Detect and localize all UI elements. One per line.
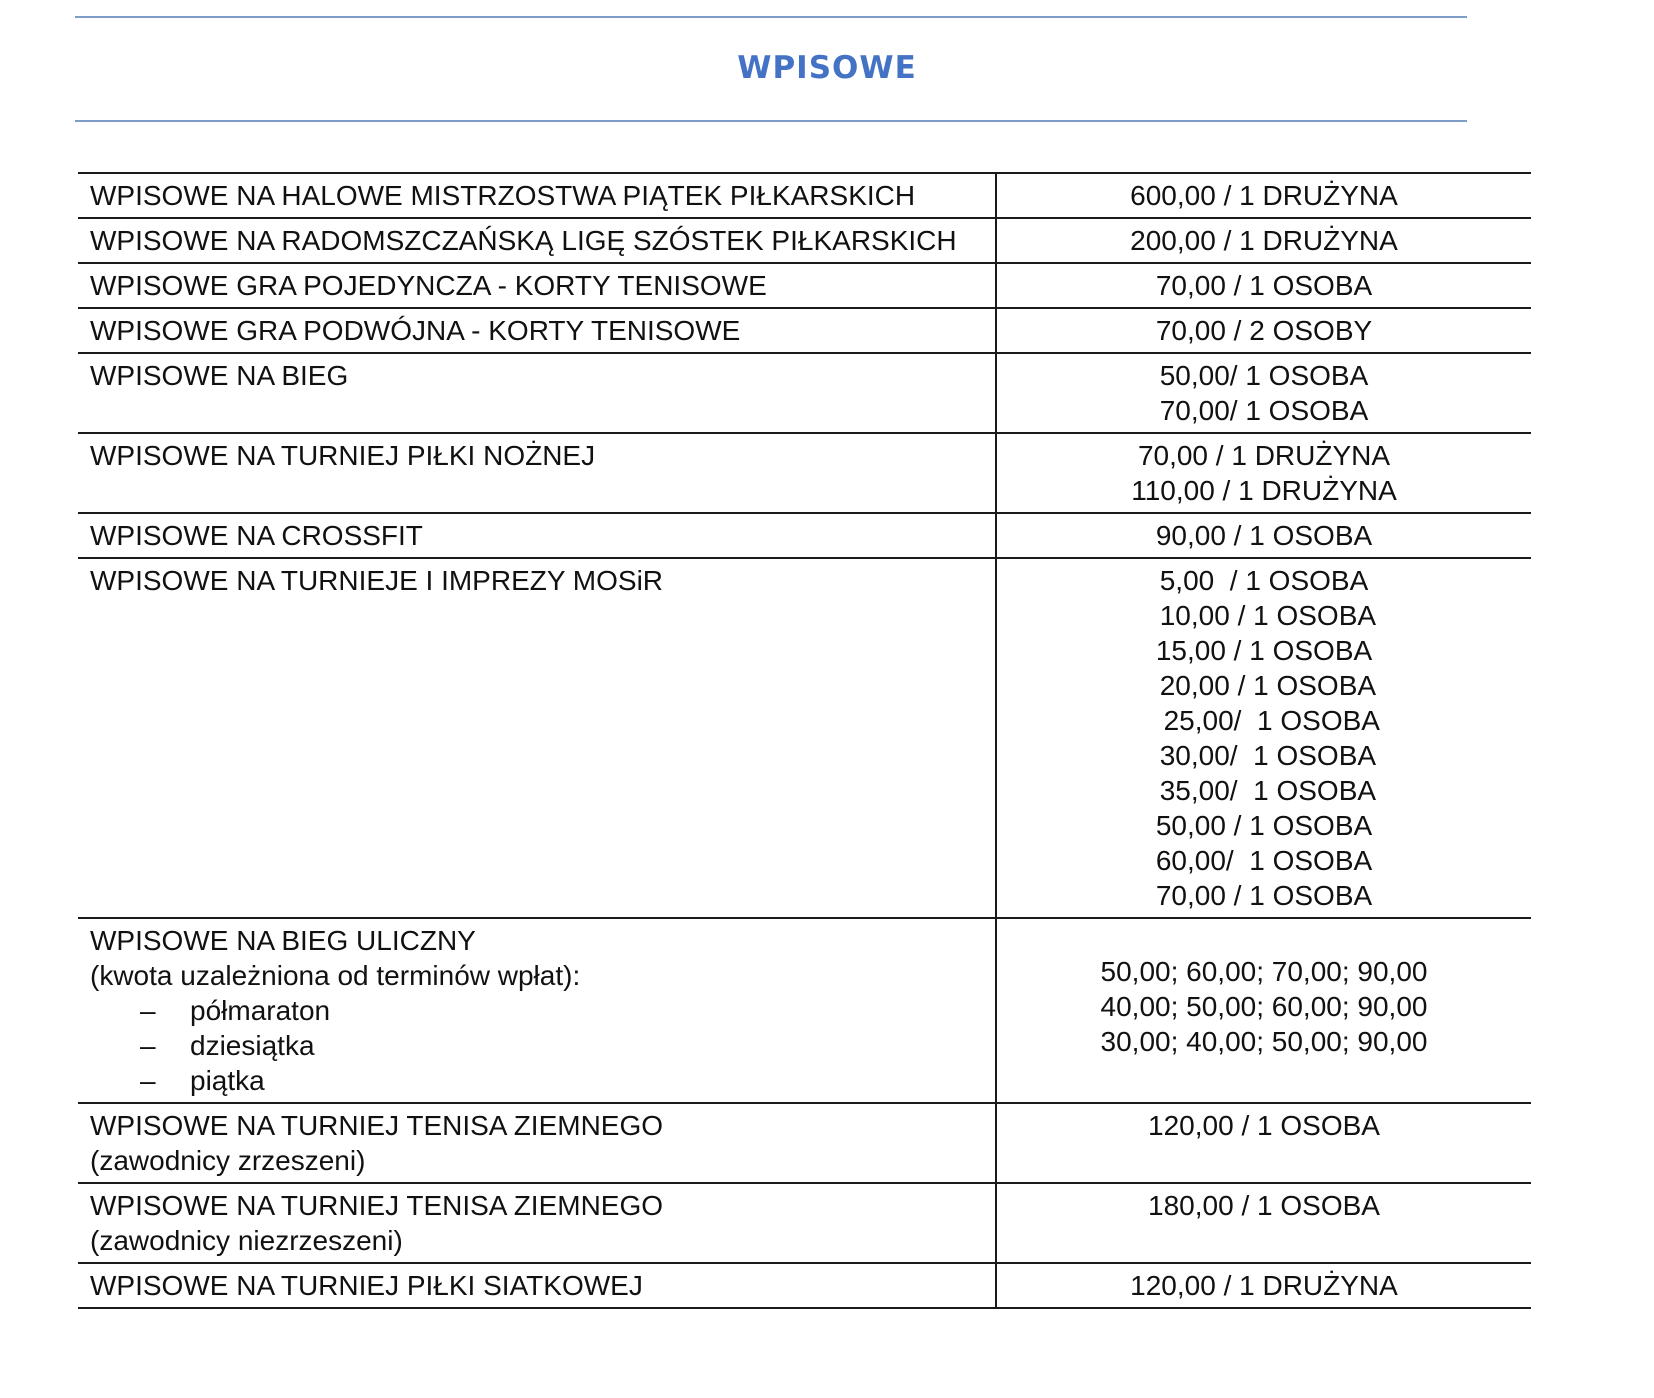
fee-price-cell bbox=[996, 173, 1531, 218]
fee-price: 30,00; 40,00; 50,00; 90,00 bbox=[1100, 1026, 1428, 1057]
fee-name-cell bbox=[78, 308, 996, 353]
fee-name: WPISOWE GRA POJEDYNCZA - KORTY TENISOWE bbox=[90, 270, 767, 301]
fee-name: WPISOWE NA BIEG bbox=[90, 360, 349, 391]
table-row bbox=[78, 218, 1531, 263]
fee-name-cell bbox=[78, 353, 996, 433]
fee-name-cell bbox=[78, 918, 996, 1103]
table-row bbox=[78, 918, 1531, 1103]
fee-price: 10,00 / 1 OSOBA bbox=[1151, 600, 1377, 631]
fee-name: WPISOWE GRA PODWÓJNA - KORTY TENISOWE bbox=[90, 315, 741, 346]
fee-price: 120,00 / 1 OSOBA bbox=[1148, 1110, 1380, 1141]
fee-name: WPISOWE NA TURNIEJ PIŁKI NOŻNEJ bbox=[90, 440, 596, 471]
fee-name: WPISOWE NA TURNIEJ TENISA ZIEMNEGO bbox=[90, 1110, 664, 1141]
table-row bbox=[78, 1103, 1531, 1183]
fee-name-cell bbox=[78, 433, 996, 513]
dash-icon: – bbox=[140, 995, 156, 1026]
fee-price: 35,00/ 1 OSOBA bbox=[1151, 775, 1377, 806]
fee-name: WPISOWE NA TURNIEJ TENISA ZIEMNEGO bbox=[90, 1190, 664, 1221]
fee-price: 600,00 / 1 DRUŻYNA bbox=[1130, 180, 1398, 211]
fee-price: 50,00 / 1 OSOBA bbox=[1155, 810, 1373, 841]
dash-icon: – bbox=[140, 1030, 156, 1061]
fee-name: WPISOWE NA TURNIEJ PIŁKI SIATKOWEJ bbox=[90, 1270, 643, 1301]
fee-price-cell bbox=[996, 433, 1531, 513]
table-row bbox=[78, 433, 1531, 513]
fee-name-cell bbox=[78, 173, 996, 218]
fee-price-cell bbox=[996, 263, 1531, 308]
fee-name: WPISOWE NA RADOMSZCZAŃSKĄ LIGĘ SZÓSTEK PIŁKARSKICH bbox=[90, 225, 957, 256]
fee-price-cell bbox=[996, 353, 1531, 433]
fee-name-cell bbox=[78, 558, 996, 918]
fee-name-cell bbox=[78, 263, 996, 308]
fee-price: 5,00 / 1 OSOBA bbox=[1159, 565, 1369, 596]
fee-name-cell bbox=[78, 513, 996, 558]
fee-price: 50,00/ 1 OSOBA bbox=[1159, 360, 1369, 391]
fee-price: 120,00 / 1 DRUŻYNA bbox=[1130, 1270, 1398, 1301]
fee-price: 70,00/ 1 OSOBA bbox=[1159, 395, 1369, 426]
fee-name: WPISOWE NA TURNIEJE I IMPREZY MOSiR bbox=[90, 565, 664, 596]
fee-name-note: (kwota uzależniona od terminów wpłat): bbox=[90, 960, 581, 991]
fee-price: 20,00 / 1 OSOBA bbox=[1151, 670, 1377, 701]
fee-price: 30,00/ 1 OSOBA bbox=[1151, 740, 1377, 771]
fee-name: WPISOWE NA HALOWE MISTRZOSTWA PIĄTEK PIŁKARSKICH bbox=[90, 180, 916, 211]
table-row bbox=[78, 263, 1531, 308]
table-row bbox=[78, 173, 1531, 218]
bottom-rule bbox=[75, 120, 1467, 122]
fee-category-item bbox=[90, 1063, 987, 1098]
table-row bbox=[78, 308, 1531, 353]
fee-category-item bbox=[90, 993, 987, 1028]
fee-price-cell bbox=[996, 513, 1531, 558]
page-title: WPISOWE bbox=[737, 50, 917, 86]
fee-table bbox=[78, 172, 1531, 1309]
fee-name-note: (zawodnicy niezrzeszeni) bbox=[90, 1225, 403, 1256]
fee-price: 70,00 / 1 OSOBA bbox=[1155, 880, 1373, 911]
fee-category-label: dziesiątka bbox=[190, 1030, 315, 1061]
fee-price-cell bbox=[996, 308, 1531, 353]
table-row bbox=[78, 1183, 1531, 1263]
fee-price: 70,00 / 1 DRUŻYNA bbox=[1137, 440, 1391, 471]
fee-price: 70,00 / 1 OSOBA bbox=[1155, 270, 1373, 301]
table-row bbox=[78, 558, 1531, 918]
fee-category-label: półmaraton bbox=[190, 995, 331, 1026]
fee-price-cell bbox=[996, 1263, 1531, 1308]
fee-price: 110,00 / 1 DRUŻYNA bbox=[1131, 475, 1397, 506]
fee-price-cell bbox=[996, 218, 1531, 263]
fee-category-label: piątka bbox=[190, 1065, 265, 1096]
fee-category-item bbox=[90, 1028, 987, 1063]
dash-icon: – bbox=[140, 1065, 156, 1096]
fee-name: WPISOWE NA BIEG ULICZNY bbox=[90, 925, 476, 956]
table-row bbox=[78, 353, 1531, 433]
fee-table-body bbox=[78, 173, 1531, 1308]
fee-price: 15,00 / 1 OSOBA bbox=[1155, 635, 1373, 666]
fee-name: WPISOWE NA CROSSFIT bbox=[90, 520, 423, 551]
fee-price: 25,00/ 1 OSOBA bbox=[1148, 705, 1380, 736]
fee-price-cell bbox=[996, 1183, 1531, 1263]
fee-name-cell bbox=[78, 1183, 996, 1263]
fee-name-cell bbox=[78, 218, 996, 263]
fee-price: 180,00 / 1 OSOBA bbox=[1148, 1190, 1380, 1221]
fee-name-cell bbox=[78, 1103, 996, 1183]
fee-name-note: (zawodnicy zrzeszeni) bbox=[90, 1145, 366, 1176]
table-row bbox=[78, 1263, 1531, 1308]
fee-price-cell bbox=[996, 558, 1531, 918]
fee-name-cell bbox=[78, 1263, 996, 1308]
fee-price: 40,00; 50,00; 60,00; 90,00 bbox=[1100, 991, 1428, 1022]
table-row bbox=[78, 513, 1531, 558]
fee-price: 200,00 / 1 DRUŻYNA bbox=[1130, 225, 1398, 256]
price-spacer bbox=[1003, 923, 1525, 954]
top-rule bbox=[75, 16, 1467, 18]
fee-price: 50,00; 60,00; 70,00; 90,00 bbox=[1100, 956, 1428, 987]
fee-price: 70,00 / 2 OSOBY bbox=[1155, 315, 1373, 346]
fee-price: 90,00 / 1 OSOBA bbox=[1155, 520, 1373, 551]
fee-price-cell bbox=[996, 1103, 1531, 1183]
fee-price-cell bbox=[996, 918, 1531, 1103]
fee-price: 60,00/ 1 OSOBA bbox=[1155, 845, 1373, 876]
